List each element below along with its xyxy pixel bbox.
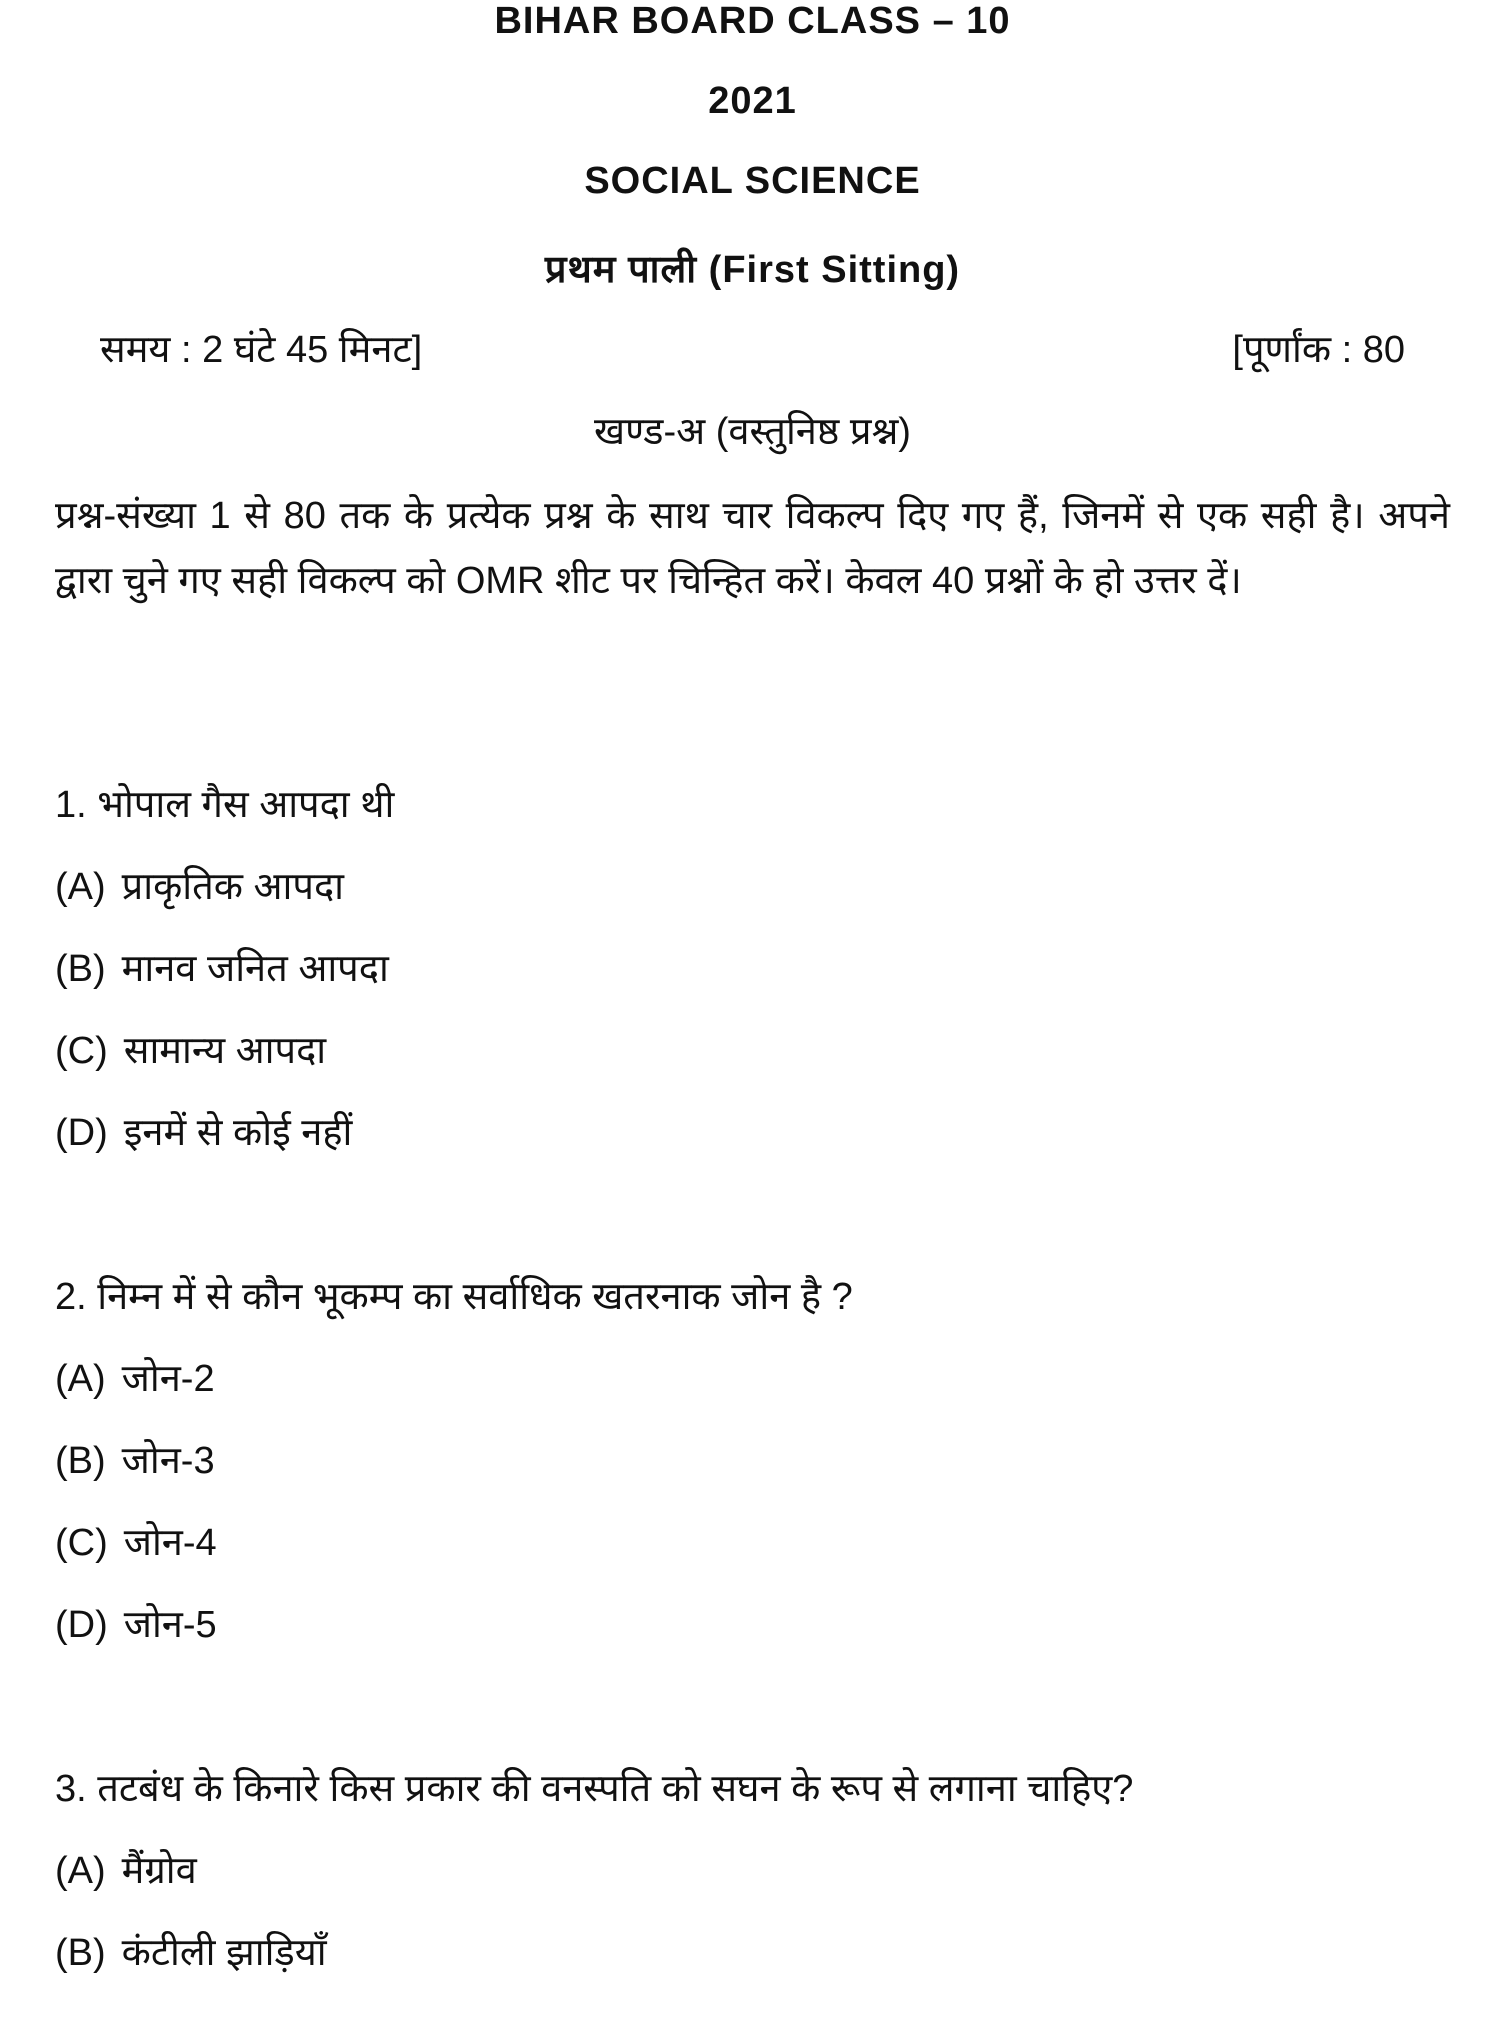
option-b (55, 1436, 1455, 1518)
option-text: प्राकृतिक आपदा (121, 866, 344, 908)
subject-title: SOCIAL SCIENCE (584, 160, 921, 202)
question-1 (55, 780, 1455, 1190)
option-c (55, 1518, 1455, 1600)
option-text: इनमें से कोई नहीं (123, 1112, 353, 1154)
option-text: जोन-4 (123, 1522, 217, 1564)
option-label: (A) (55, 1358, 106, 1400)
option-label: (B) (55, 948, 106, 990)
exam-year: 2021 (708, 80, 797, 122)
option-a (55, 1354, 1455, 1436)
option-label: (C) (55, 1522, 108, 1564)
sitting-label: प्रथम पाली (First Sitting) (544, 249, 961, 291)
section-instructions: प्रश्न-संख्या 1 से 80 तक के प्रत्येक प्रश्न के साथ चार विकल्प दिए गए हैं, जिनमें से एक सही है। अपने द्वारा चुने गए सही विकल्प को OMR शीट पर चिन्हित करें। केवल 40 प्रश्नों के हो उत्तर दें। (55, 495, 1450, 602)
option-a (55, 862, 1455, 944)
question-text: 3. तटबंध के किनारे किस प्रकार की वनस्पति को सघन के रूप से लगाना चाहिए? (55, 1768, 1134, 1810)
option-b (55, 1928, 1455, 2010)
question-text: 2. निम्न में से कौन भूकम्प का सर्वाधिक खतरनाक जोन है ? (55, 1276, 853, 1318)
option-label: (B) (55, 1440, 106, 1482)
option-label: (C) (55, 1030, 108, 1072)
board-title: BIHAR BOARD CLASS – 10 (494, 0, 1011, 42)
option-text: मानव जनित आपदा (121, 948, 389, 990)
question-text: 1. भोपाल गैस आपदा थी (55, 784, 395, 826)
question-2 (55, 1272, 1455, 1682)
question-3 (55, 1764, 1455, 2010)
option-text: सामान्य आपदा (123, 1030, 327, 1072)
option-label: (D) (55, 1604, 108, 1646)
option-label: (A) (55, 866, 106, 908)
option-a (55, 1846, 1455, 1928)
option-text: जोन-3 (121, 1440, 215, 1482)
option-label: (B) (55, 1932, 106, 1974)
option-text: जोन-2 (121, 1358, 215, 1400)
section-title: खण्ड-अ (वस्तुनिष्ठ प्रश्न) (594, 411, 911, 453)
option-d (55, 1108, 1455, 1190)
option-d (55, 1600, 1455, 1682)
option-text: कंटीली झाड़ियाँ (121, 1932, 327, 1974)
time-allowed: समय : 2 घंटे 45 मिनट] (100, 329, 423, 371)
full-marks: [पूर्णांक : 80 (1232, 329, 1405, 371)
option-text: जोन-5 (123, 1604, 217, 1646)
option-label: (A) (55, 1850, 106, 1892)
option-label: (D) (55, 1112, 108, 1154)
option-text: मैंग्रोव (121, 1850, 197, 1892)
option-c (55, 1026, 1455, 1108)
option-b (55, 944, 1455, 1026)
